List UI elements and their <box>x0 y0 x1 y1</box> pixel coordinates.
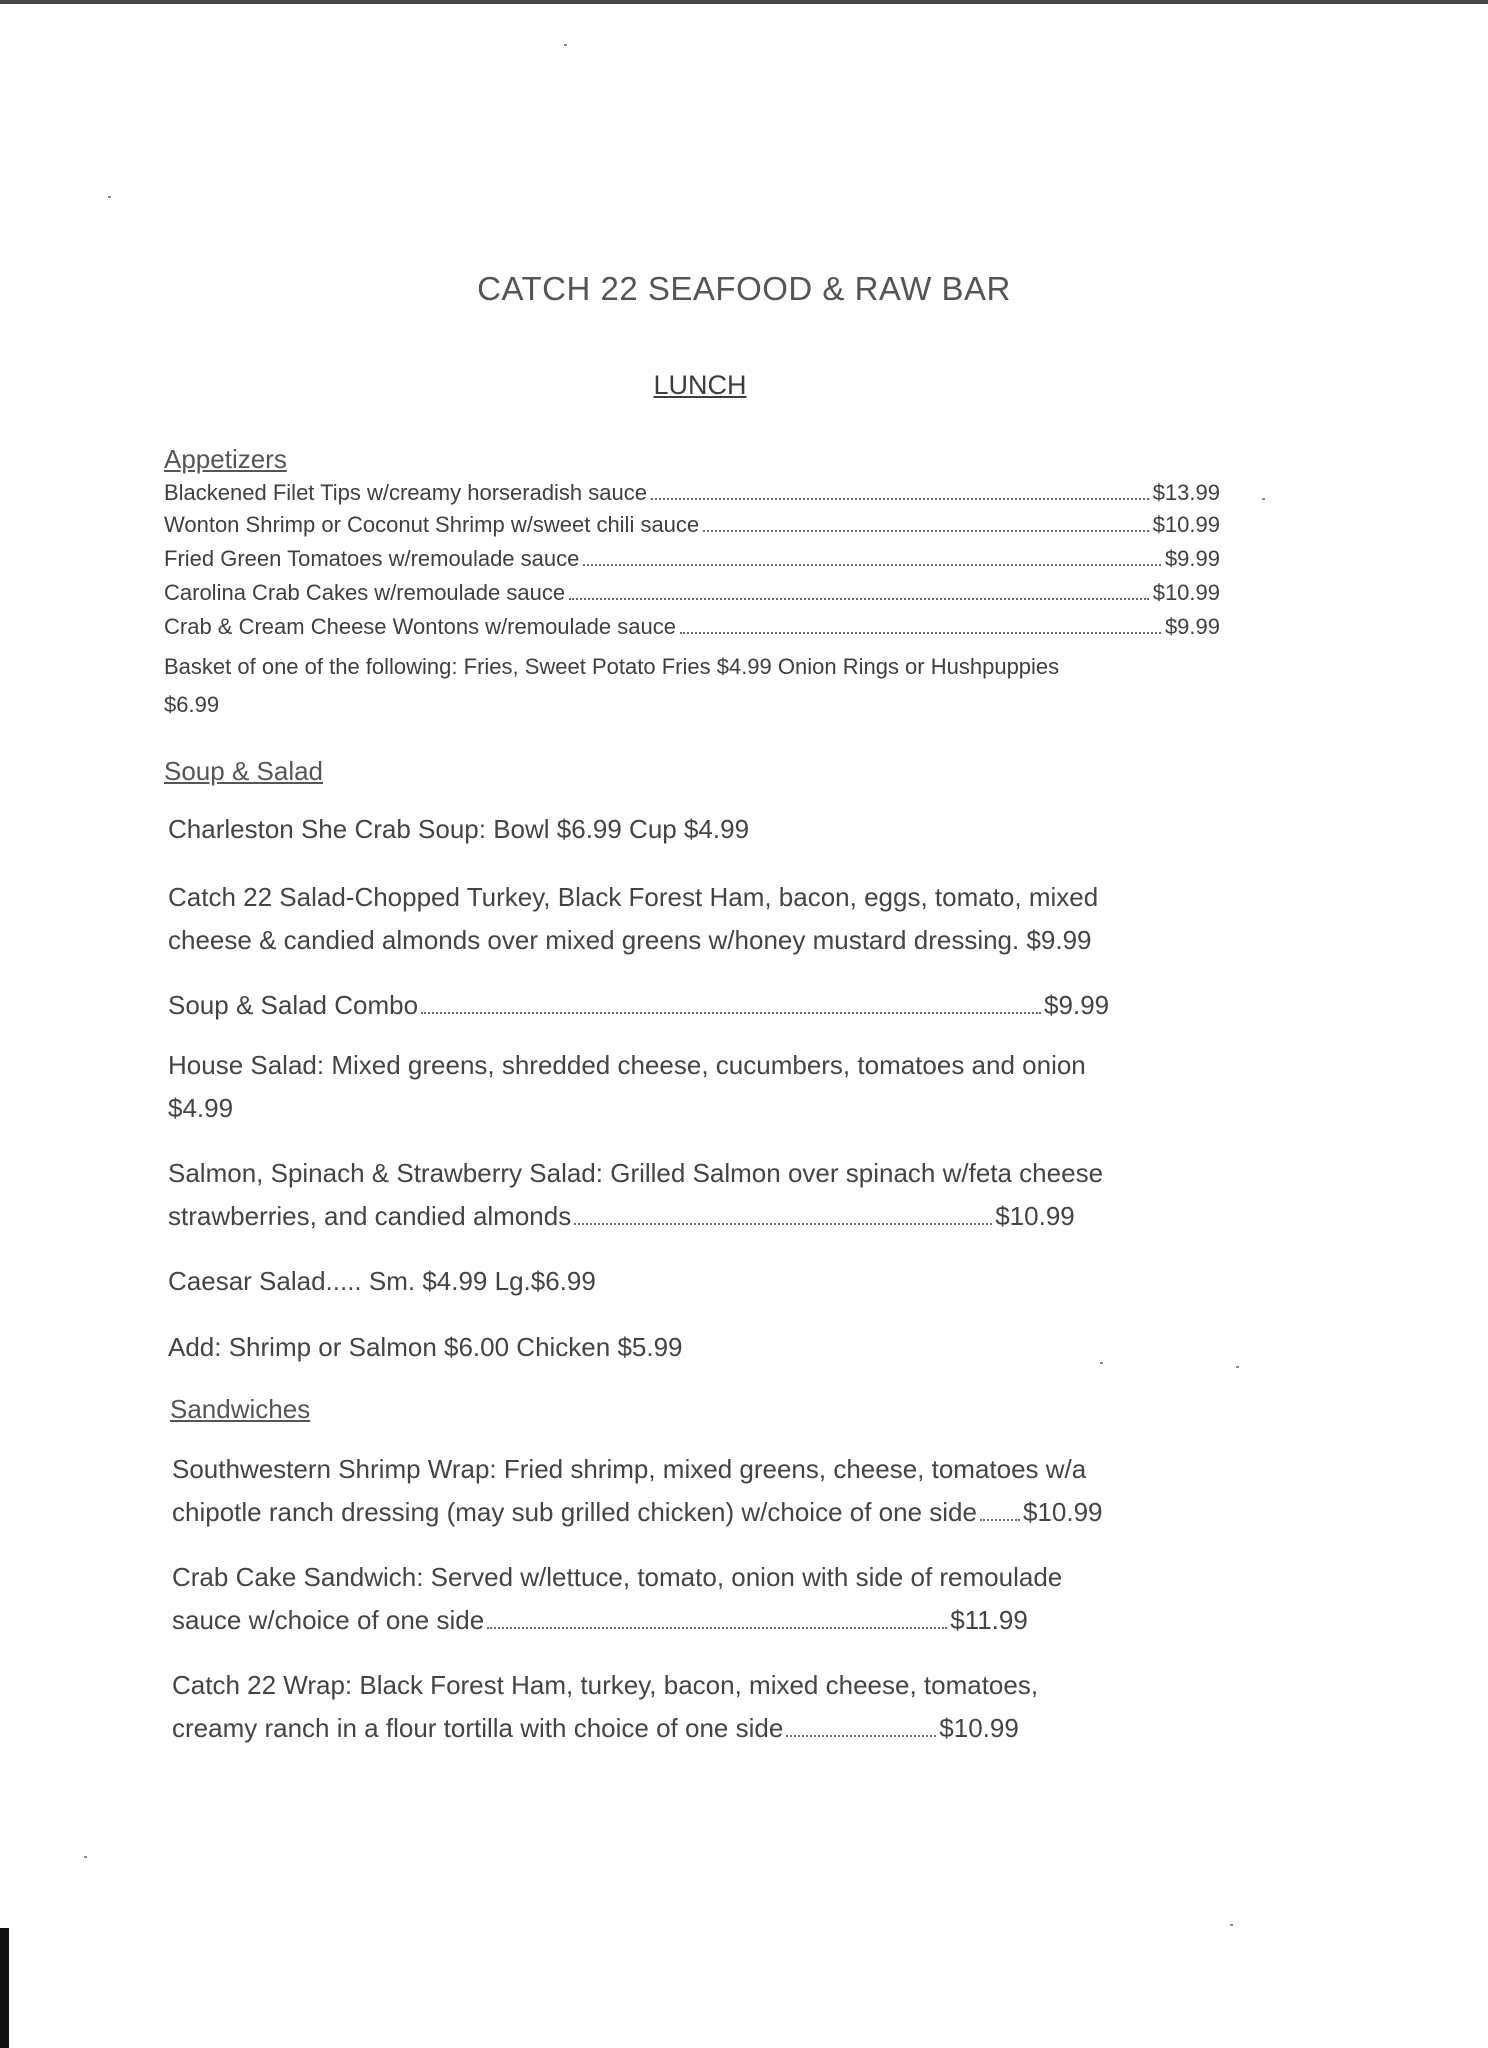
appetizer-price: $10.99 <box>1152 580 1220 605</box>
salmon-salad-item <box>168 1152 1103 1238</box>
item-line: Crab Cake Sandwich: Served w/lettuce, tomato, onion with side of remoulade <box>172 1562 1063 1592</box>
catch22-salad-item <box>168 876 1098 962</box>
item-line: House Salad: Mixed greens, shredded cheese, cucumbers, tomatoes and onion <box>168 1050 1086 1080</box>
caesar-salad-item <box>168 1260 596 1303</box>
menu-subtitle: LUNCH <box>653 370 747 400</box>
appetizer-name: Wonton Shrimp or Coconut Shrimp w/sweet chili sauce <box>164 512 700 537</box>
item-line: Salmon, Spinach & Strawberry Salad: Grilled Salmon over spinach w/feta cheese <box>168 1158 1104 1188</box>
dot-leader <box>574 1223 992 1225</box>
item-name: chipotle ranch dressing (may sub grilled chicken) w/choice of one side <box>172 1497 977 1527</box>
basket-item <box>164 648 1284 724</box>
item-line: Add: Shrimp or Salmon $6.00 Chicken $5.99 <box>168 1332 683 1362</box>
item-line <box>168 984 1109 1027</box>
appetizer-price: $9.99 <box>1164 614 1220 639</box>
item-price: $11.99 <box>950 1605 1028 1635</box>
appetizer-name: Crab & Cream Cheese Wontons w/remoulade sauce <box>164 614 676 639</box>
appetizer-price: $9.99 <box>1164 546 1220 571</box>
item-line <box>172 1599 1062 1642</box>
scan-speck <box>1236 1366 1239 1368</box>
dot-leader <box>980 1519 1020 1521</box>
item-line: Caesar Salad..... Sm. $4.99 Lg.$6.99 <box>168 1266 596 1296</box>
item-price: $10.99 <box>939 1713 1019 1743</box>
appetizer-price: $10.99 <box>1152 512 1220 537</box>
scan-speck <box>1262 498 1265 500</box>
item-line: Catch 22 Wrap: Black Forest Ham, turkey, bacon, mixed cheese, tomatoes, <box>172 1670 1039 1700</box>
appetizer-name: Carolina Crab Cakes w/remoulade sauce <box>164 580 566 605</box>
southwestern-wrap-item <box>172 1448 1103 1534</box>
sandwiches-heading: Sandwiches <box>170 1394 311 1424</box>
dot-leader <box>583 564 1161 566</box>
appetizers-heading: Appetizers <box>164 444 287 474</box>
dot-leader <box>421 1012 1041 1014</box>
soup-salad-combo-item <box>168 984 1109 1027</box>
item-name: creamy ranch in a flour tortilla with choice of one side <box>172 1713 784 1743</box>
house-salad-item <box>168 1044 1086 1130</box>
dot-leader <box>569 598 1149 600</box>
item-line: Charleston She Crab Soup: Bowl $6.99 Cup $4.99 <box>168 814 750 844</box>
scan-speck <box>108 196 111 198</box>
appetizer-item <box>164 512 1220 544</box>
dot-leader <box>703 530 1149 532</box>
appetizer-item <box>164 546 1220 578</box>
item-line <box>168 1195 1103 1238</box>
scan-top-edge <box>0 0 1488 4</box>
scan-speck <box>1100 1362 1103 1364</box>
scan-speck <box>84 1856 87 1858</box>
scan-speck <box>1230 1924 1233 1926</box>
add-protein-item <box>168 1326 683 1369</box>
item-name: sauce w/choice of one side <box>172 1605 485 1635</box>
item-price: $10.99 <box>995 1201 1075 1231</box>
item-line: Southwestern Shrimp Wrap: Fried shrimp, mixed greens, cheese, tomatoes w/a <box>172 1454 1087 1484</box>
item-price: $9.99 <box>1044 990 1110 1020</box>
item-line: cheese & candied almonds over mixed greens w/honey mustard dressing. $9.99 <box>168 925 1092 955</box>
soup-salad-heading: Soup & Salad <box>164 756 324 786</box>
basket-line: $6.99 <box>164 692 220 717</box>
item-line <box>172 1707 1038 1750</box>
scan-speck <box>564 44 567 46</box>
item-name: strawberries, and candied almonds <box>168 1201 572 1231</box>
dot-leader <box>487 1627 947 1629</box>
dot-leader <box>680 632 1161 634</box>
scan-left-edge <box>0 1928 9 2048</box>
basket-line: Basket of one of the following: Fries, Sweet Potato Fries $4.99 Onion Rings or Hushpuppies <box>164 654 1060 679</box>
menu-title: CATCH 22 SEAFOOD & RAW BAR <box>477 270 1011 307</box>
item-name: Soup & Salad Combo <box>168 990 419 1020</box>
appetizer-price: $13.99 <box>1152 480 1220 505</box>
appetizer-name: Fried Green Tomatoes w/remoulade sauce <box>164 546 580 571</box>
appetizer-item <box>164 480 1220 512</box>
appetizer-name: Blackened Filet Tips w/creamy horseradish sauce <box>164 480 647 505</box>
dot-leader <box>651 498 1149 500</box>
item-line <box>172 1491 1103 1534</box>
item-line: Catch 22 Salad-Chopped Turkey, Black Forest Ham, bacon, eggs, tomato, mixed <box>168 882 1099 912</box>
appetizer-item <box>164 614 1220 646</box>
crab-cake-sandwich-item <box>172 1556 1062 1642</box>
appetizer-item <box>164 580 1220 612</box>
she-crab-soup-item <box>168 808 749 851</box>
item-line: $4.99 <box>168 1093 234 1123</box>
dot-leader <box>786 1735 936 1737</box>
item-price: $10.99 <box>1022 1497 1103 1527</box>
catch22-wrap-item <box>172 1664 1038 1750</box>
